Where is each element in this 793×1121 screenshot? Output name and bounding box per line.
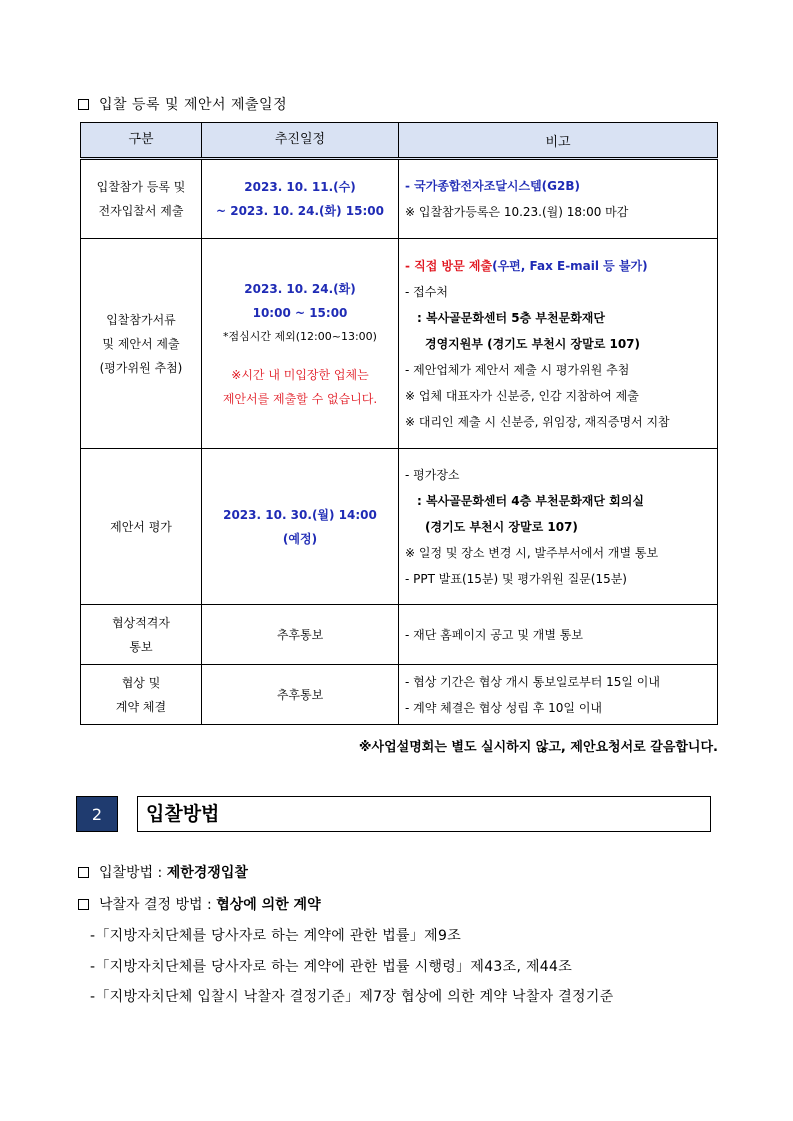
checkbox-bullet-icon xyxy=(78,867,89,878)
checkbox-bullet-icon xyxy=(78,99,89,110)
table-cell-remarks: - 협상 기간은 협상 개시 통보일로부터 15일 이내 - 계약 체결은 협상 성립 후 10일 이내 xyxy=(399,665,718,725)
table-cell-remarks: - 국가종합전자조달시스템(G2B) ※ 입찰참가등록은 10.23.(월) 18:00 마감 xyxy=(399,159,718,239)
law-reference-item: -「지방자치단체를 당사자로 하는 계약에 관한 법률」제9조 xyxy=(90,928,462,944)
table-row xyxy=(81,605,718,665)
table-cell-schedule: 2023. 10. 30.(월) 14:00 (예정) xyxy=(202,449,399,605)
table-cell-schedule: 2023. 10. 11.(수) ~ 2023. 10. 24.(화) 15:00 xyxy=(202,159,399,239)
table-cell-category: 협상 및 계약 체결 xyxy=(81,665,202,725)
column-header-category: 구분 xyxy=(81,123,202,159)
table-cell-category: 입찰참가서류 및 제안서 제출 (평가위원 추첨) xyxy=(81,239,202,449)
table-cell-schedule: 추후통보 xyxy=(202,605,399,665)
table-row xyxy=(81,239,718,449)
column-header-remarks: 비고 xyxy=(399,123,718,159)
table-cell-remarks: - 재단 홈페이지 공고 및 개별 통보 xyxy=(399,605,718,665)
schedule-heading-text: 입찰 등록 및 제안서 제출일정 xyxy=(99,97,288,113)
table-cell-category: 제안서 평가 xyxy=(81,449,202,605)
table-cell-remarks: - 직접 방문 제출(우편, Fax E-mail 등 불가) - 접수처 : 복사골문화센터 5층 부천문화재단 경영지원부 (경기도 부천시 장말로 107) - 제안업체가 제안서 제출 시 평가위원 추첨 ※ 업체 대표자가 신분증, 인감 지참하여 제출 ※ 대리인 제출 시 신분증, 위임장, 재직증명서 지참 xyxy=(399,239,718,449)
table-cell-schedule: 추후통보 xyxy=(202,665,399,725)
schedule-heading xyxy=(78,94,287,114)
table-row xyxy=(81,665,718,725)
table-cell-schedule: 2023. 10. 24.(화) 10:00 ~ 15:00 *점심시간 제외(12:00~13:00) ※시간 내 미입장한 업체는 제안서를 제출할 수 없습니다. xyxy=(202,239,399,449)
table-row xyxy=(81,449,718,605)
table-row xyxy=(81,159,718,239)
bid-method-value: 제한경쟁입찰 xyxy=(166,865,248,881)
section-title: 입찰방법 xyxy=(137,796,711,832)
table-cell-category: 입찰참가 등록 및 전자입찰서 제출 xyxy=(81,159,202,239)
schedule-table xyxy=(80,122,718,725)
checkbox-bullet-icon xyxy=(78,899,89,910)
table-cell-category: 협상적격자 통보 xyxy=(81,605,202,665)
table-cell-remarks: - 평가장소 : 복사골문화센터 4층 부천문화재단 회의실 (경기도 부천시 장말로 107) ※ 일정 및 장소 변경 시, 발주부서에서 개별 통보 - PPT 발표(15분) 및 평가위원 질문(15분) xyxy=(399,449,718,605)
column-header-schedule: 추진일정 xyxy=(202,123,399,159)
award-method-line xyxy=(78,894,321,914)
bid-method-label: 입찰방법 : xyxy=(99,865,167,881)
section-number-badge: 2 xyxy=(76,796,118,832)
table-header-row xyxy=(81,123,718,159)
bid-method-line xyxy=(78,862,248,882)
law-reference-item: -「지방자치단체 입찰시 낙찰자 결정기준」제7장 협상에 의한 계약 낙찰자 결정기준 xyxy=(90,989,614,1005)
schedule-note: ※사업설명회는 별도 실시하지 않고, 제안요청서로 갈음합니다. xyxy=(358,740,718,755)
law-reference-item: -「지방자치단체를 당사자로 하는 계약에 관한 법률 시행령」제43조, 제44조 xyxy=(90,959,573,975)
award-method-label: 낙찰자 결정 방법 : xyxy=(99,897,217,913)
award-method-value: 협상에 의한 계약 xyxy=(216,897,321,913)
